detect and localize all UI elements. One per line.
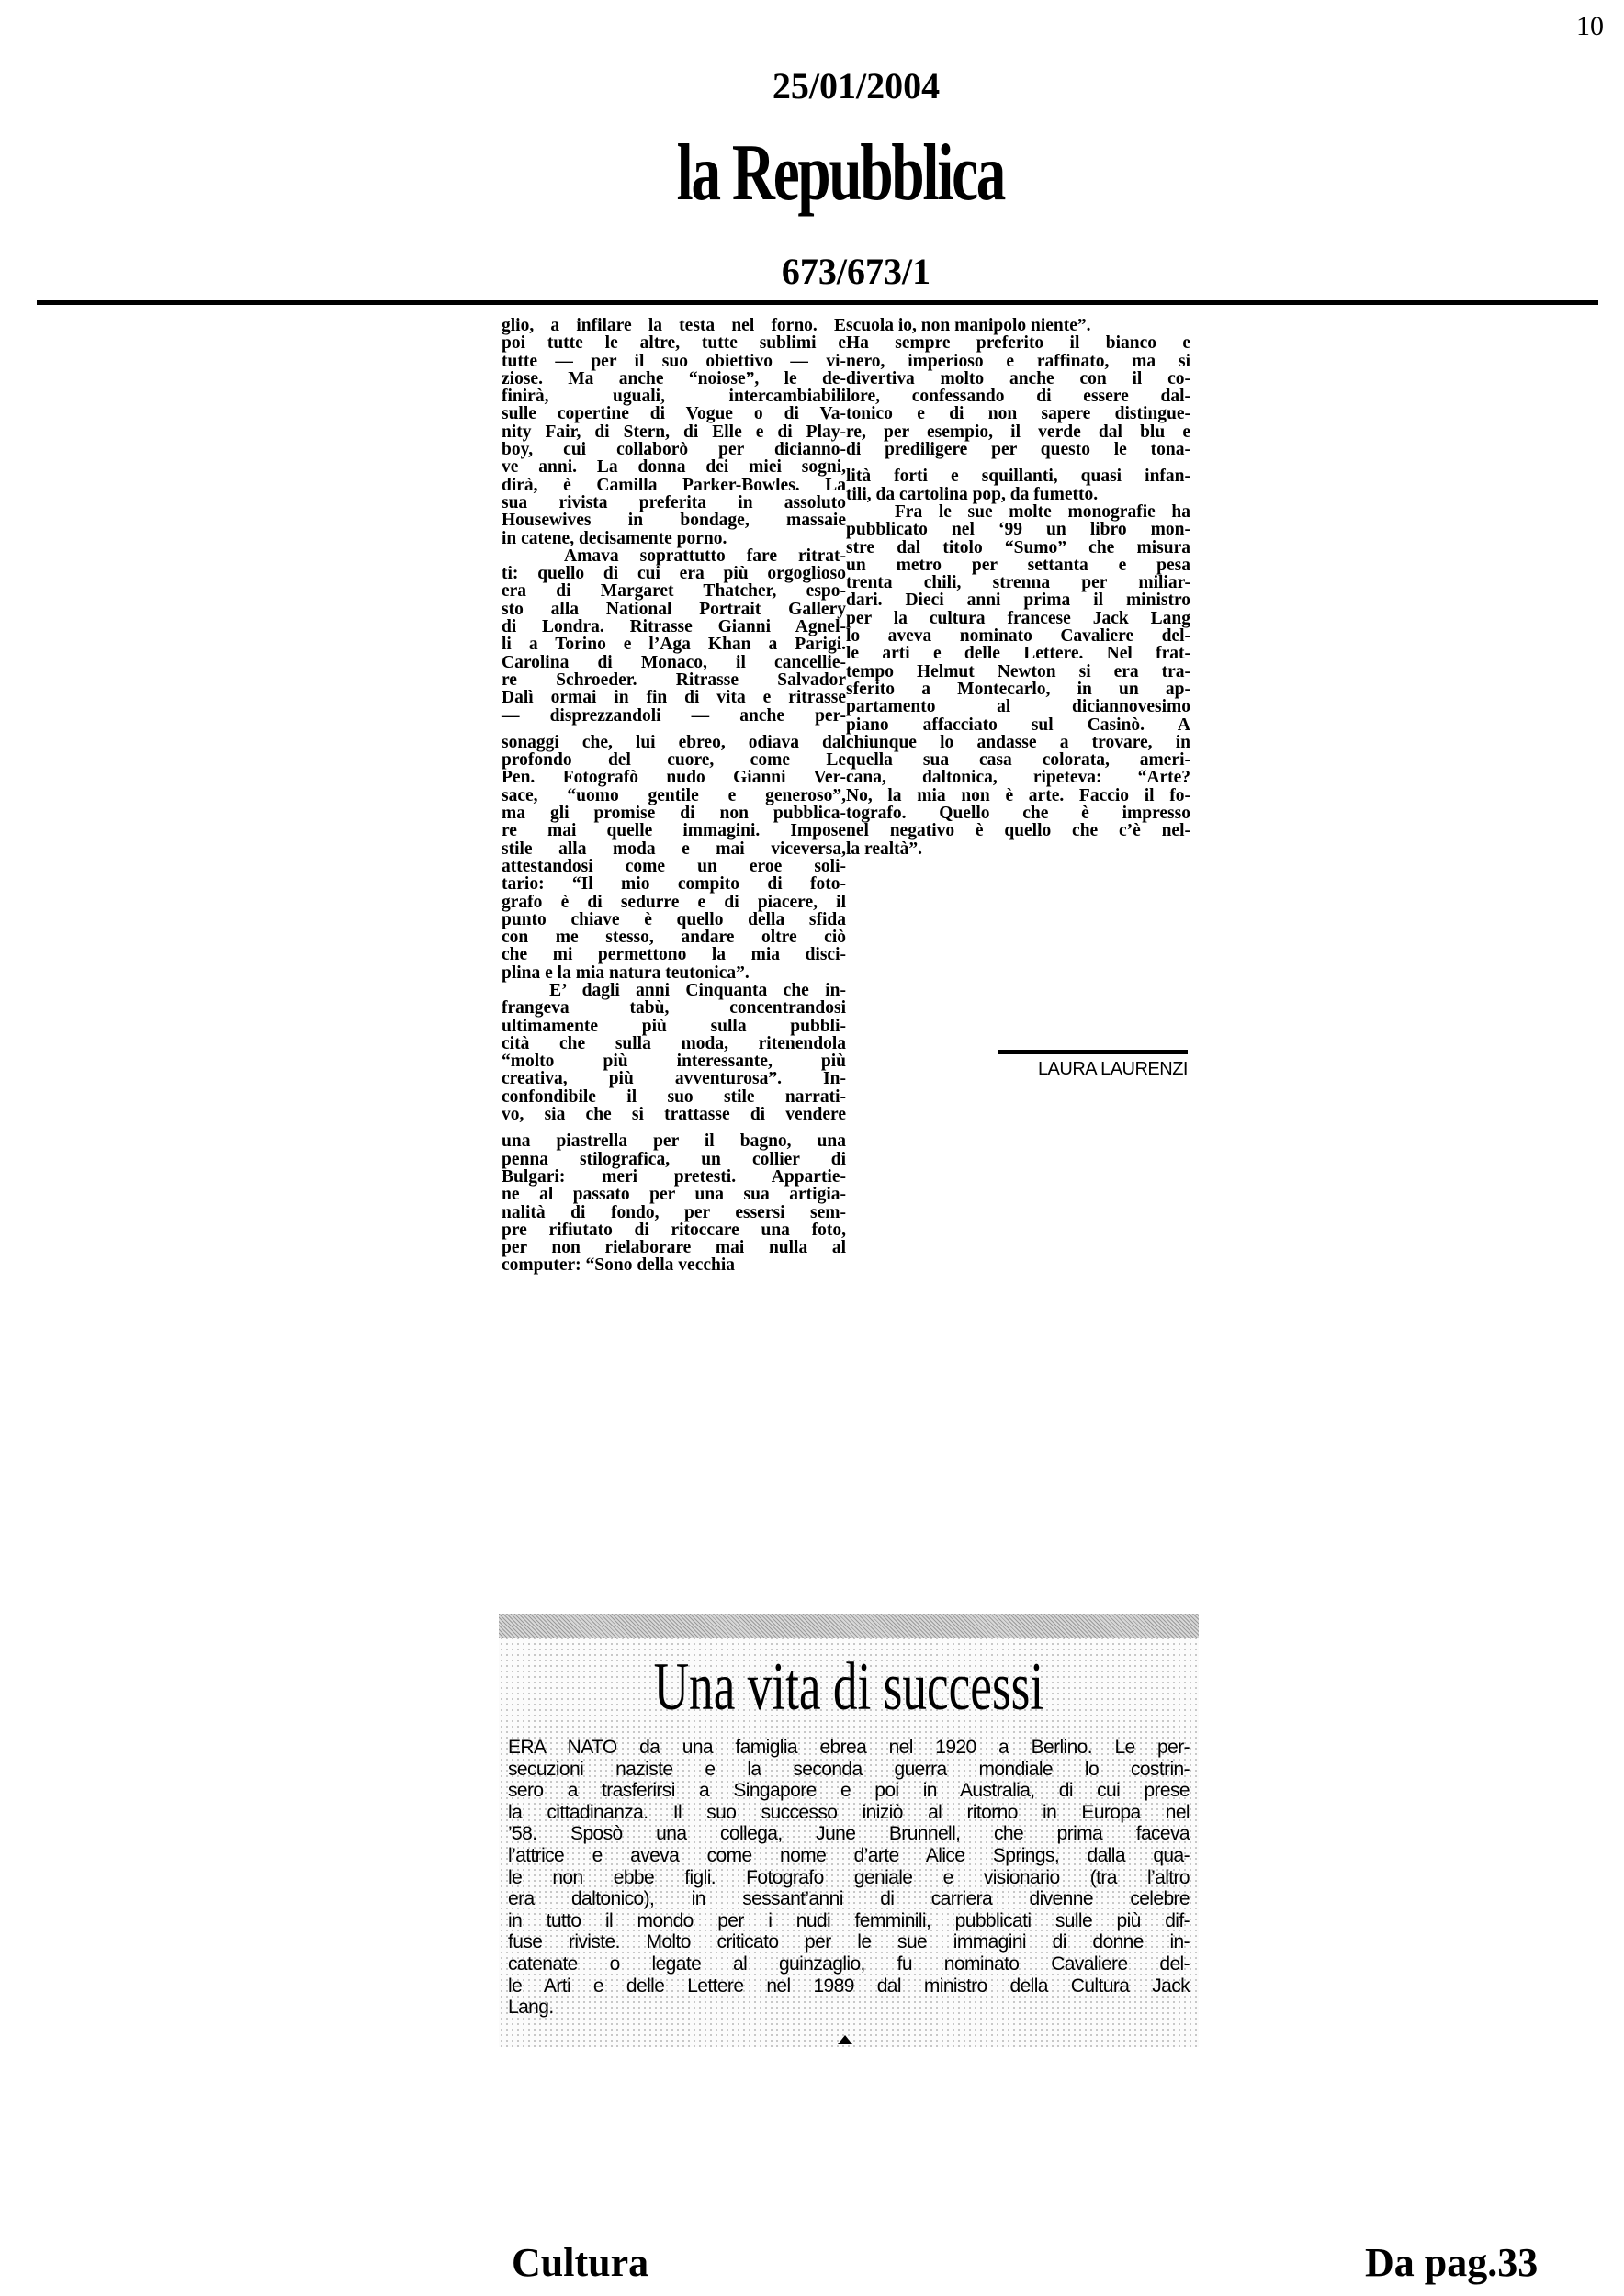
text-line: vo, sia che si trattasse di vendere: [502, 1105, 846, 1125]
text-line: Amava soprattutto fare ritrat-: [502, 546, 846, 566]
text-line: Carolina di Monaco, il cancellie-: [502, 652, 846, 672]
text-line: plina e la mia natura teutonica”.: [502, 962, 750, 983]
text-line: ve anni. La donna dei miei sogni,: [502, 457, 846, 478]
text-line: ultimamente più sulla pubbli-: [502, 1016, 846, 1036]
text-line: che mi permettono la mia disci-: [502, 945, 846, 965]
text-line: penna stilografica, un collier di: [502, 1149, 846, 1169]
text-line: fuse riviste. Molto criticato per le sue immagini di donne in-: [508, 1931, 1190, 1953]
text-line: sulle copertine di Vogue o di Va-: [502, 404, 846, 424]
text-line: Ha sempre preferito il bianco e: [846, 333, 1190, 354]
text-line: tempo Helmut Newton si era tra-: [846, 661, 1190, 681]
text-line: per non rielaborare mai nulla al: [502, 1238, 846, 1258]
text-line: confondibile il suo stile narrati-: [502, 1086, 846, 1107]
text-line: trenta chili, strenna per miliar-: [846, 573, 1190, 593]
box-top-band: [499, 1614, 1199, 1638]
text-line: sua rivista preferita in assoluto: [502, 492, 846, 512]
newspaper-logo: [0, 127, 1624, 219]
text-line: Housewives in bondage, massaie: [502, 511, 846, 531]
text-line: la realtà”.: [846, 838, 923, 859]
header-rule: [37, 300, 1598, 305]
text-line: una piastrella per il bagno, una: [502, 1131, 846, 1152]
text-line: pre rifiutato di ritoccare una foto,: [502, 1220, 846, 1240]
text-line: secuzioni naziste e la seconda guerra mondiale lo costrin-: [508, 1758, 1190, 1780]
text-line: di Londra. Ritrasse Gianni Agnel-: [502, 617, 846, 637]
text-line: grafo è di sedurre e di piacere, il: [502, 892, 846, 912]
text-line: chiunque lo andasse a trovare, in: [846, 732, 1190, 752]
text-line: era di Margaret Thatcher, espo-: [502, 581, 846, 602]
text-line: E’ dagli anni Cinquanta che in-: [502, 980, 846, 1000]
text-line: tutte — per il suo obiettivo — vi-: [502, 351, 846, 371]
text-line: Lang.: [508, 1997, 554, 2019]
text-line: piano affacciato sul Casinò. A: [846, 715, 1190, 735]
text-line: divertiva molto anche con il co-: [846, 368, 1190, 388]
text-line: re, per esempio, il verde dal blu e: [846, 422, 1190, 442]
text-line: pubblicato nel ‘99 un libro mon-: [846, 520, 1190, 540]
text-line: lore, confessando di essere dal-: [846, 387, 1190, 407]
text-line: in catene, decisamente porno.: [502, 528, 727, 548]
text-line: finirà, uguali, intercambiabili: [502, 387, 846, 407]
text-line: cità che sulla moda, ritenendola: [502, 1033, 846, 1053]
text-line: punto chiave è quello della sfida: [502, 909, 846, 929]
text-line: dirà, è Camilla Parker-Bowles. La: [502, 475, 846, 495]
text-line: nity Fair, di Stern, di Elle e di Play-: [502, 422, 846, 442]
text-line: nel negativo è quello che c’è nel-: [846, 821, 1190, 841]
text-line: dari. Dieci anni prima il ministro: [846, 591, 1190, 611]
text-line: di prediligere per questo le tona-: [846, 440, 1190, 460]
text-line: ’58. Sposò una collega, June Brunnell, che prima faceva: [508, 1823, 1190, 1845]
text-line: Pen. Fotografò nudo Gianni Ver-: [502, 768, 846, 788]
box-title-text: Una vita di successi: [653, 1649, 1044, 1725]
text-line: ma gli promise di non pubblica-: [502, 804, 846, 824]
text-line: un metro per settanta e pesa: [846, 555, 1190, 575]
text-line: l’attrice e aveva come nome d’arte Alice Springs, dalla qua-: [508, 1844, 1190, 1866]
clipping-reference: 673/673/1: [781, 251, 931, 292]
triangle-icon: [838, 2035, 852, 2044]
publication-date: 25/01/2004: [772, 65, 941, 107]
text-line: li a Torino e l’Aga Khan a Parigi.: [502, 635, 846, 655]
text-line: sero a trasferirsi a Singapore e poi in Australia, di cui prese: [508, 1780, 1190, 1802]
text-line: “molto più interessante, più: [502, 1052, 846, 1072]
text-line: Dalì ormai in fin di vita e ritrasse: [502, 688, 846, 708]
text-line: boy, cui collaborò per dicianno-: [502, 440, 846, 460]
article-column-2: [846, 317, 1190, 858]
box-title: [499, 1650, 1199, 1724]
text-line: ne al passato per una sua artigia-: [502, 1185, 846, 1205]
text-line: stile alla moda e mai viceversa,: [502, 838, 846, 859]
newspaper-name: la Repubblica: [676, 129, 1005, 218]
text-line: in tutto il mondo per i nudi femminili, pubblicati sulle più dif-: [508, 1909, 1190, 1931]
text-line: le arti e delle Lettere. Nel frat-: [846, 644, 1190, 664]
text-line: nero, imperioso e raffinato, ma si: [846, 351, 1190, 371]
author-byline: LAURA LAURENZI: [1037, 1059, 1188, 1079]
text-line: sonaggi che, lui ebreo, odiava dal: [502, 732, 846, 752]
text-line: ERA NATO da una famiglia ebrea nel 1920 a Berlino. Le per-: [508, 1737, 1190, 1758]
text-line: sferito a Montecarlo, in un ap-: [846, 679, 1190, 699]
text-line: catenate o legate al guinzaglio, fu nominato Cavaliere del-: [508, 1953, 1190, 1975]
text-line: la cittadinanza. Il suo successo iniziò al ritorno in Europa nel: [508, 1801, 1190, 1823]
text-line: ziose. Ma anche “noiose”, le de-: [502, 368, 846, 388]
text-line: ti: quello di cui era più orgoglioso: [502, 564, 846, 584]
text-line: scuola io, non manipolo niente”.: [846, 316, 1091, 335]
text-line: per la cultura francese Jack Lang: [846, 608, 1190, 628]
text-line: re Schroeder. Ritrasse Salvador: [502, 670, 846, 690]
text-line: — disprezzandoli — anche per-: [502, 705, 846, 726]
text-line: quella sua casa colorata, ameri-: [846, 750, 1190, 771]
text-line: con me stesso, andare oltre ciò: [502, 928, 846, 948]
text-line: stre dal titolo “Sumo” che misura: [846, 537, 1190, 557]
text-line: partamento al diciannovesimo: [846, 697, 1190, 717]
text-line: nalità di fondo, per essersi sem-: [502, 1202, 846, 1222]
article-column-1: [502, 317, 846, 1275]
text-line: No, la mia non è arte. Faccio il fo-: [846, 785, 1190, 805]
text-line: glio, a infilare la testa nel forno. E: [502, 316, 846, 335]
text-line: poi tutte le altre, tutte sublimi e: [502, 333, 846, 354]
text-line: tario: “Il mio compito di foto-: [502, 874, 846, 895]
text-line: lo aveva nominato Cavaliere del-: [846, 626, 1190, 647]
text-line: Fra le sue molte monografie ha: [846, 501, 1190, 522]
text-line: re mai quelle immagini. Impose: [502, 821, 846, 841]
text-line: profondo del cuore, come Le: [502, 750, 846, 771]
byline-rule: [998, 1050, 1188, 1054]
text-line: tografo. Quello che è impresso: [846, 804, 1190, 824]
text-line: tonico e di non sapere distingue-: [846, 404, 1190, 424]
text-line: cana, daltonica, ripeteva: “Arte?: [846, 768, 1190, 788]
text-line: le non ebbe figli. Fotografo geniale e visionario (tra l’altro: [508, 1866, 1190, 1888]
text-line: attestandosi come un eroe soli-: [502, 856, 846, 876]
biography-box: [499, 1614, 1199, 2047]
box-body: [508, 1737, 1190, 2019]
source-page: Da pag.33: [1365, 2240, 1539, 2285]
page-number: 10: [1576, 11, 1604, 41]
text-line: lità forti e squillanti, quasi infan-: [846, 467, 1190, 487]
text-line: sto alla National Portrait Gallery: [502, 599, 846, 619]
text-line: sace, “uomo gentile e generoso”,: [502, 785, 846, 805]
section-name: Cultura: [512, 2240, 649, 2285]
text-line: Bulgari: meri pretesti. Appartie-: [502, 1166, 846, 1187]
text-line: frangeva tabù, concentrandosi: [502, 998, 846, 1019]
text-line: computer: “Sono della vecchia: [502, 1255, 736, 1276]
text-line: creativa, più avventurosa”. In-: [502, 1069, 846, 1089]
text-line: le Arti e delle Lettere nel 1989 dal ministro della Cultura Jack: [508, 1975, 1190, 1997]
text-line: era daltonico), in sessant’anni di carriera divenne celebre: [508, 1888, 1190, 1910]
text-line: tili, da cartolina pop, da fumetto.: [846, 484, 1099, 504]
